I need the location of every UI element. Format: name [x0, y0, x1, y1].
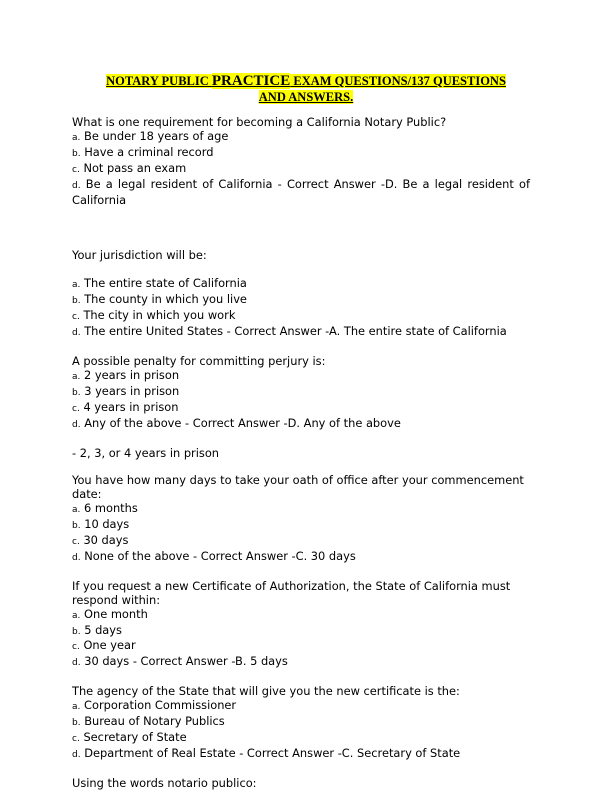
option-text: The entire United States - Correct Answer -A. The entire state of California	[84, 324, 507, 339]
question-text: Your jurisdiction will be:	[72, 248, 207, 263]
title-part-2: PRACTICE	[211, 73, 291, 89]
option-letter: d.	[72, 749, 81, 760]
option-text: 10 days	[84, 517, 130, 532]
answer-option	[72, 699, 530, 715]
option-text: One month	[84, 606, 148, 621]
option-letter: c.	[72, 537, 80, 548]
option-letter: a.	[72, 132, 81, 143]
option-text: 6 months	[84, 501, 138, 516]
option-letter: c.	[72, 734, 80, 744]
option-letter: c.	[72, 642, 80, 653]
option-text: None of the above - Correct Answer -C. 30 days	[84, 548, 356, 563]
answer-option	[72, 146, 530, 162]
answer-option	[72, 655, 530, 671]
title-highlight	[106, 74, 506, 88]
option-letter: b.	[72, 626, 81, 637]
option-letter: d.	[72, 552, 81, 563]
answer-option	[72, 178, 530, 208]
option-text: 3 years in prison	[84, 383, 180, 398]
option-text: One year	[83, 638, 136, 653]
option-text: The county in which you live	[84, 292, 247, 307]
answer-option	[72, 608, 530, 624]
answer-option	[72, 534, 530, 550]
answer-option	[72, 624, 530, 640]
option-text: Be a legal resident of California - Correct Answer -D. Be a legal resident of California	[72, 176, 530, 207]
option-letter: d.	[72, 180, 81, 191]
question-block	[72, 474, 530, 565]
answer-option	[72, 162, 530, 178]
question-text: What is one requirement for becoming a California Notary Public?	[72, 115, 447, 129]
option-letter: d.	[72, 328, 81, 339]
question-text: The agency of the State that will give you the new certificate is the:	[72, 684, 460, 699]
answer-option	[72, 277, 530, 293]
question-block	[72, 355, 530, 460]
option-text: Be under 18 years of age	[84, 128, 229, 143]
answer-option	[72, 639, 530, 655]
option-letter: b.	[72, 521, 81, 532]
question-text: If you request a new Certificate of Authorization, the State of California must respond within:	[72, 578, 511, 607]
title-line-2: AND ANSWERS.	[258, 90, 354, 104]
option-letter: d.	[72, 658, 81, 669]
answer-option	[72, 325, 530, 341]
question-text: Using the words notario publico:	[72, 775, 257, 790]
question-text: You have how many days to take your oath of office after your commencement date:	[72, 473, 524, 502]
document-body	[72, 116, 530, 791]
option-text: 30 days	[83, 533, 129, 548]
option-text: 4 years in prison	[83, 399, 179, 414]
option-letter: c.	[72, 403, 80, 414]
option-letter: c.	[72, 164, 80, 175]
option-text: Any of the above - Correct Answer -D. Any of the above	[84, 415, 401, 430]
answer-option	[72, 518, 530, 534]
answer-note: - 2, 3, or 4 years in prison	[72, 445, 220, 460]
answer-option	[72, 293, 530, 309]
answer-option	[72, 130, 530, 146]
option-letter: b.	[72, 148, 81, 159]
option-letter: d.	[72, 419, 81, 430]
option-letter: c.	[72, 312, 80, 323]
question-block	[72, 777, 530, 791]
question-block	[72, 249, 530, 341]
answer-option	[72, 417, 530, 433]
answer-option	[72, 401, 530, 417]
option-letter: a.	[72, 371, 81, 382]
answer-option	[72, 550, 530, 566]
option-letter: b.	[72, 718, 81, 729]
title-part-3: EXAM QUESTIONS/137 QUESTIONS	[290, 74, 506, 88]
option-text: Not pass an exam	[83, 160, 187, 175]
option-text: Secretary of State	[83, 730, 187, 744]
title-part-1: NOTARY PUBLIC	[106, 74, 212, 88]
question-block	[72, 685, 530, 763]
option-letter: a.	[72, 505, 81, 516]
question-block	[72, 580, 530, 671]
answer-option	[72, 715, 530, 731]
answer-option	[72, 731, 530, 747]
option-text: 2 years in prison	[84, 367, 180, 382]
answer-option	[72, 747, 530, 763]
option-text: 5 days	[84, 622, 122, 637]
answer-option	[72, 502, 530, 518]
answer-option	[72, 385, 530, 401]
option-text: Have a criminal record	[84, 144, 214, 159]
option-text: 30 days - Correct Answer -B. 5 days	[84, 654, 288, 669]
question-text: A possible penalty for committing perjury is:	[72, 353, 326, 368]
option-letter: b.	[72, 387, 81, 398]
option-letter: a.	[72, 280, 81, 291]
answer-option	[72, 309, 530, 325]
option-text: Bureau of Notary Publics	[84, 714, 225, 729]
option-letter: b.	[72, 296, 81, 307]
question-block	[72, 116, 530, 207]
option-letter: a.	[72, 702, 81, 713]
document-title	[72, 73, 540, 105]
option-text: Department of Real Estate - Correct Answer -C. Secretary of State	[84, 745, 461, 760]
option-text: The entire state of California	[84, 276, 247, 291]
answer-option	[72, 369, 530, 385]
option-text: Corporation Commissioner	[84, 698, 237, 713]
option-text: The city in which you work	[83, 308, 236, 323]
option-letter: a.	[72, 610, 81, 621]
